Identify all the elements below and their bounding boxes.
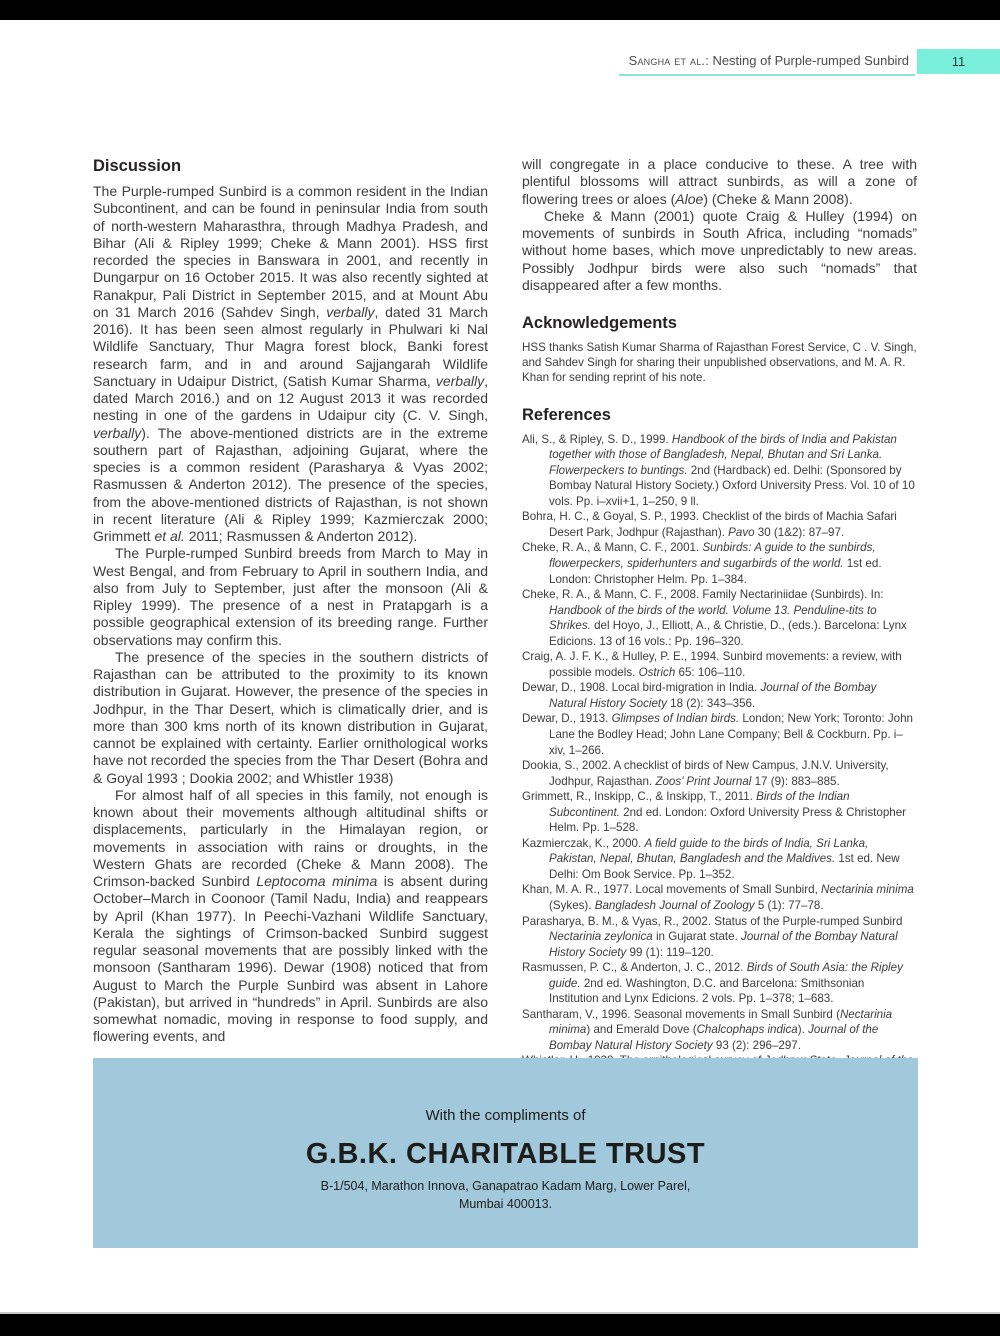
trust-address-line2: Mumbai 400013. <box>458 1197 553 1211</box>
right-column <box>522 156 917 1088</box>
trust-name: G.B.K. CHARITABLE TRUST <box>305 1138 706 1170</box>
discussion-text <box>93 183 488 1046</box>
discussion-paragraph: The Purple-rumped Sunbird is a common resident in the Indian Subcontinent, and can be found in peninsular India from south of north-western Maharasthra, through Madhya Pradesh, and Bihar (Ali & Ripley 1999; Cheke & Mann 2001). HSS first recorded the species in Banswara in 2001, and recently in Dungarpur on 16 October 2015. It was also recently sighted at Ranakpur, Pali District in September 2015, and at Mount Abu on 31 March 2016 (Sahdev Singh, verbally, dated 31 March 2016). It has been seen almost regularly in Phulwari ki Nal Wildlife Sanctuary, Thur Magra forest block, Banki forest research farm, and in and around Sajjangarah Wildlife Sanctuary in Udaipur District, (Satish Kumar Sharma, verbally, dated March 2016.) and on 12 August 2013 it was recorded nesting in one of the gardens in Udaipur city (C. V. Singh, verbally). The above-mentioned districts are in the extreme southern part of Rajasthan, adjoining Gujarat, where the species is a common resident (Parasharya & Vyas 2002; Rasmussen & Anderton 2012). The presence of the species, from the above-mentioned districts of Rajasthan, is not shown in recent literature (Ali & Ripley 1999; Kazmierczak 2000; Grimmett et al. 2011; Rasmussen & Anderton 2012). <box>93 183 488 544</box>
reference-item: Dewar, D., 1913. Glimpses of Indian birds. London; New York; Toronto: John Lane the Bodley Head; John Lane Company; Bell & Cockburn. Pp. i–xiv, 1–266. <box>522 712 913 757</box>
compliments-line: With the compliments of <box>425 1107 586 1124</box>
compliments-box <box>93 1058 918 1248</box>
section-heading-acknowledgements: Acknowledgements <box>522 314 677 332</box>
discussion-paragraph: Cheke & Mann (2001) quote Craig & Hulley (1994) on movements of sunbirds in South Africa, including “nomads” without home bases, which move unpredictably to new areas. Possibly Jodhpur birds were also such “nomads” that disappeared after a few months. <box>522 207 917 293</box>
page-number: 11 <box>951 54 966 69</box>
discussion-paragraph: The Purple-rumped Sunbird breeds from March to May in West Bengal, and from February to April in southern India, and also from July to September, just after the monsoon (Ali & Ripley 1999). The presence of a nest in Pratapgarh is a possible geographical extension of its breeding range. Further observations may confirm this. <box>93 545 488 648</box>
reference-item: Santharam, V., 1996. Seasonal movements in Small Sunbird (Nectarinia minima) and Emerald Dove (Chalcophaps indica). Journal of the Bombay Natural History Society 93 (2): 296–297. <box>522 1007 893 1052</box>
trust-address-line1: B-1/504, Marathon Innova, Ganapatrao Kadam Marg, Lower Parel, <box>320 1179 691 1193</box>
section-heading-references: References <box>522 405 611 424</box>
reference-item: Grimmett, R., Inskipp, C., & Inskipp, T., 2011. Birds of the Indian Subcontinent. 2nd ed. London: Oxford University Press & Christopher Helm. Pp. 1–528. <box>522 790 907 835</box>
reference-item: Cheke, R. A., & Mann, C. F., 2008. Family Nectariniidae (Sunbirds). In: Handbook of the birds of the world. Volume 13. Penduline-tits to Shrikes. del Hoyo, J., Elliott, A., & Christie, D., (eds.). Barcelona: Lynx Edicions. 13 of 16 vols.: Pp. 196–320. <box>522 588 907 648</box>
reference-item: Cheke, R. A., & Mann, C. F., 2001. Sunbirds: A guide to the sunbirds, flowerpeckers, spiderhunters and sugarbirds of the world. 1st ed. London: Christopher Helm. Pp. 1–384. <box>522 541 882 586</box>
article-body <box>93 156 917 1088</box>
reference-item: Ali, S., & Ripley, S. D., 1999. Handbook of the birds of India and Pakistan together with those of Bangladesh, Nepal, Bhutan and Sri Lanka. Flowerpeckers to buntings. 2nd (Hardback) ed. Delhi: (Sponsored by Bombay Natural History Society.) Oxford University Press. Vol. 10 of 10 vols. Pp. i–xvii+1, 1–250, 9 ll. <box>522 432 915 508</box>
running-header-title: : Nesting of Purple-rumped Sunbird <box>705 53 909 68</box>
reference-item: Dewar, D., 1908. Local bird-migration in India. Journal of the Bombay Natural History Society 18 (2): 343–356. <box>522 681 877 710</box>
left-column <box>93 156 488 1088</box>
references-list <box>522 432 917 1088</box>
reference-item: Parasharya, B. M., & Vyas, R., 2002. Status of the Purple-rumped Sunbird Nectarinia zeylonica in Gujarat state. Journal of the Bombay Natural History Society 99 (1): 119–120. <box>522 914 903 959</box>
running-header-authors: Sangha et al. <box>628 53 706 68</box>
running-header <box>619 49 915 76</box>
reference-item: Dookia, S., 2002. A checklist of birds of New Campus, J.N.V. University, Jodhpur, Rajasthan. Zoos’ Print Journal 17 (9): 883–885. <box>522 759 889 788</box>
running-header-text <box>629 53 909 68</box>
top-black-bar <box>0 0 1000 20</box>
reference-item: Rasmussen, P. C., & Anderton, J. C., 2012. Birds of South Asia: the Ripley guide. 2nd ed. Washington, D.C. and Barcelona: Smithsonian Institution and Lynx Edicions. 2 vols. Pp. 1–378; 1–683. <box>522 961 903 1006</box>
reference-item: Kazmierczak, K., 2000. A field guide to the birds of India, Sri Lanka, Pakistan, Nepal, Bhutan, Bangladesh and the Maldives. 1st ed. New Delhi: Om Book Service. Pp. 1–352. <box>522 836 900 881</box>
discussion-paragraph: will congregate in a place conducive to these. A tree with plentiful blossoms will attract sunbirds, as will a zone of flowering trees or aloes (Aloe) (Cheke & Mann 2008). <box>522 156 917 207</box>
acknowledgements-text: HSS thanks Satish Kumar Sharma of Rajasthan Forest Service, C . V. Singh, and Sahdev Singh for sharing their unpublished observations, and M. A. R. Khan for sending reprint of his note. <box>522 341 917 385</box>
page-number-box <box>917 49 1000 74</box>
bottom-black-bar <box>0 1312 1000 1336</box>
section-heading-discussion: Discussion <box>93 157 182 175</box>
discussion-paragraph: For almost half of all species in this family, not enough is known about their movements although altitudinal shifts or displacements, particularly in the Himalayan region, or movements in association with rains or droughts, in the Western Ghats are recorded (Cheke & Mann 2008). The Crimson-backed Sunbird Leptocoma minima is absent during October–March in Coonoor (Tamil Nadu, India) and reappears by April (Khan 1977). In Peechi-Vazhani Wildlife Sanctuary, Kerala the sightings of Crimson-backed Sunbird suggest regular seasonal movements that are possibly linked with the monsoon (Santharam 1996). Dewar (1908) noticed that from August to March the Purple Sunbird was absent in Lahore (Pakistan), but arrived in “hundreds” in April. Sunbirds are also somewhat nomadic, moving in response to food supply, and flowering events, and <box>93 786 488 1045</box>
reference-item: Craig, A. J. F. K., & Hulley, P. E., 1994. Sunbird movements: a review, with possible models. Ostrich 65: 106–110. <box>522 650 902 679</box>
discussion-text-continued <box>522 156 917 294</box>
discussion-paragraph: The presence of the species in the southern districts of Rajasthan can be attributed to the proximity to its known distribution in Gujarat. However, the presence of the species in Jodhpur, in the Thar Desert, which is climatically drier, and is more than 300 kms north of its known distribution in Gujarat, cannot be explained with certainty. Earlier ornithological works have not recorded the species from the Thar Desert (Bohra and & Goyal 1993 ; Dookia 2002; and Whistler 1938) <box>93 648 488 786</box>
reference-item: Bohra, H. C., & Goyal, S. P., 1993. Checklist of the birds of Machia Safari Desert Park, Jodhpur (Rajasthan). Pavo 30 (1&2): 87–97. <box>522 510 897 539</box>
reference-item: Khan, M. A. R., 1977. Local movements of Small Sunbird, Nectarinia minima (Sykes). Bangladesh Journal of Zoology 5 (1): 77–78. <box>522 883 914 913</box>
